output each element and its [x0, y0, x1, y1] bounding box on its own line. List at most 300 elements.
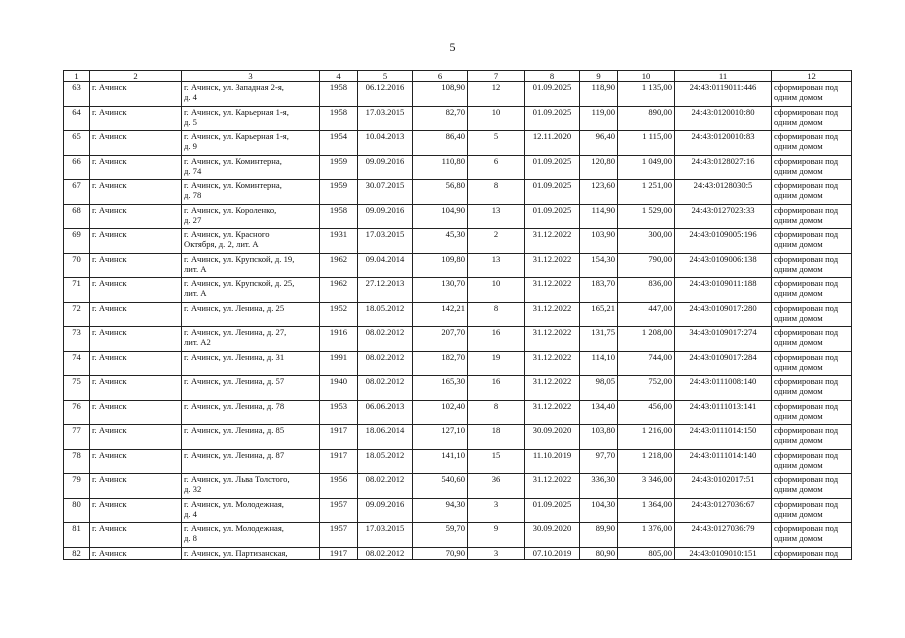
value-10-cell: 1 251,00 — [618, 180, 675, 205]
plan-date-cell: 12.11.2020 — [525, 131, 580, 156]
address-cell-line: д. 74 — [184, 165, 202, 176]
value-10-cell: 836,00 — [618, 278, 675, 303]
housing-registry-table — [63, 70, 852, 560]
status-cell — [772, 547, 852, 559]
status-cell-line: сформирован под — [774, 204, 839, 215]
value-10-cell: 1 218,00 — [618, 449, 675, 474]
address-cell-line: д. 4 — [184, 508, 197, 519]
column-header: 7 — [468, 71, 525, 82]
row-number-cell: 79 — [64, 474, 90, 499]
row-number-cell: 78 — [64, 449, 90, 474]
row-number-cell: 66 — [64, 155, 90, 180]
count-cell: 3 — [468, 498, 525, 523]
row-number-cell: 70 — [64, 253, 90, 278]
status-cell-line: сформирован под — [774, 302, 839, 313]
status-cell-line: сформирован под — [774, 229, 839, 239]
column-header: 4 — [320, 71, 358, 82]
cadastral-number-cell: 24:43:0109011:188 — [675, 278, 772, 303]
plan-date-cell: 31.12.2022 — [525, 474, 580, 499]
status-cell-line: сформирован под — [774, 82, 839, 92]
status-cell-line: сформирован под — [774, 474, 839, 484]
table-row — [64, 400, 852, 425]
table-row — [64, 327, 852, 352]
status-cell-line: одним домом — [774, 508, 823, 519]
status-cell-line: сформирован под — [774, 278, 839, 288]
area-cell: 109,80 — [413, 253, 468, 278]
table-row — [64, 106, 852, 131]
count-cell: 8 — [468, 180, 525, 205]
area-cell: 130,70 — [413, 278, 468, 303]
date-cell: 08.02.2012 — [358, 351, 413, 376]
status-cell — [772, 82, 852, 107]
value-9-cell: 103,80 — [580, 425, 618, 450]
value-9-cell: 154,30 — [580, 253, 618, 278]
address-cell — [182, 204, 320, 229]
city-cell: г. Ачинск — [90, 204, 182, 229]
value-10-cell: 1 135,00 — [618, 82, 675, 107]
year-cell: 1957 — [320, 498, 358, 523]
value-10-cell: 805,00 — [618, 547, 675, 559]
count-cell: 2 — [468, 229, 525, 254]
row-number-cell: 71 — [64, 278, 90, 303]
address-cell-line: г. Ачинск, ул. Ленина, д. 25 — [184, 302, 285, 313]
city-cell: г. Ачинск — [90, 180, 182, 205]
count-cell: 19 — [468, 351, 525, 376]
value-10-cell: 790,00 — [618, 253, 675, 278]
year-cell: 1958 — [320, 204, 358, 229]
count-cell: 10 — [468, 278, 525, 303]
row-number-cell: 73 — [64, 327, 90, 352]
plan-date-cell: 31.12.2022 — [525, 376, 580, 401]
cadastral-number-cell: 24:43:0111008:140 — [675, 376, 772, 401]
address-cell — [182, 547, 320, 559]
city-cell: г. Ачинск — [90, 376, 182, 401]
year-cell: 1959 — [320, 180, 358, 205]
value-10-cell: 456,00 — [618, 400, 675, 425]
address-cell-line: г. Ачинск, ул. Крупской, д. 19, — [184, 253, 295, 264]
cadastral-number-cell: 24:43:0109017:284 — [675, 351, 772, 376]
row-number-cell: 75 — [64, 376, 90, 401]
count-cell: 36 — [468, 474, 525, 499]
value-10-cell: 744,00 — [618, 351, 675, 376]
cadastral-number-cell: 24:43:0109005:196 — [675, 229, 772, 254]
cadastral-number-cell: 24:43:0120010:80 — [675, 106, 772, 131]
status-cell-line: одним домом — [774, 165, 823, 176]
plan-date-cell: 01.09.2025 — [525, 498, 580, 523]
date-cell: 08.02.2012 — [358, 376, 413, 401]
value-9-cell: 114,10 — [580, 351, 618, 376]
count-cell: 9 — [468, 523, 525, 548]
value-9-cell: 96,40 — [580, 131, 618, 156]
row-number-cell: 72 — [64, 302, 90, 327]
cadastral-number-cell: 34:43:0109017:274 — [675, 327, 772, 352]
date-cell: 17.03.2015 — [358, 106, 413, 131]
date-cell: 27.12.2013 — [358, 278, 413, 303]
plan-date-cell: 31.12.2022 — [525, 302, 580, 327]
cadastral-number-cell: 24:43:0109017:280 — [675, 302, 772, 327]
address-cell-line: д. 5 — [184, 116, 197, 127]
value-10-cell: 890,00 — [618, 106, 675, 131]
address-cell-line: г. Ачинск, ул. Красного — [184, 229, 270, 239]
status-cell — [772, 425, 852, 450]
area-cell: 108,90 — [413, 82, 468, 107]
status-cell-line: одним домом — [774, 459, 823, 470]
address-cell — [182, 106, 320, 131]
date-cell: 08.02.2012 — [358, 547, 413, 559]
value-10-cell: 1 364,00 — [618, 498, 675, 523]
table-row — [64, 474, 852, 499]
cadastral-number-cell: 24:43:0128027:16 — [675, 155, 772, 180]
status-cell-line: сформирован под — [774, 327, 839, 337]
count-cell: 16 — [468, 376, 525, 401]
date-cell: 06.12.2016 — [358, 82, 413, 107]
city-cell: г. Ачинск — [90, 351, 182, 376]
area-cell: 540,60 — [413, 474, 468, 499]
value-9-cell: 119,00 — [580, 106, 618, 131]
year-cell: 1953 — [320, 400, 358, 425]
address-cell — [182, 180, 320, 205]
date-cell: 09.09.2016 — [358, 204, 413, 229]
area-cell: 70,90 — [413, 547, 468, 559]
address-cell-line: г. Ачинск, ул. Ленина, д. 87 — [184, 449, 285, 460]
plan-date-cell: 31.12.2022 — [525, 327, 580, 352]
date-cell: 17.03.2015 — [358, 229, 413, 254]
area-cell: 45,30 — [413, 229, 468, 254]
area-cell: 59,70 — [413, 523, 468, 548]
address-cell — [182, 278, 320, 303]
status-cell — [772, 204, 852, 229]
status-cell — [772, 474, 852, 499]
address-cell-line: г. Ачинск, ул. Западная 2-я, — [184, 82, 284, 92]
table-row — [64, 351, 852, 376]
table-row — [64, 180, 852, 205]
row-number-cell: 63 — [64, 82, 90, 107]
address-cell-line: д. 9 — [184, 141, 197, 151]
table-row — [64, 302, 852, 327]
year-cell: 1931 — [320, 229, 358, 254]
address-cell — [182, 302, 320, 327]
address-cell — [182, 253, 320, 278]
area-cell: 82,70 — [413, 106, 468, 131]
status-cell — [772, 278, 852, 303]
plan-date-cell: 31.12.2022 — [525, 229, 580, 254]
cadastral-number-cell: 24:43:0109006:138 — [675, 253, 772, 278]
address-cell-line: г. Ачинск, ул. Короленко, — [184, 204, 277, 215]
value-10-cell: 1 115,00 — [618, 131, 675, 156]
value-10-cell: 1 049,00 — [618, 155, 675, 180]
city-cell: г. Ачинск — [90, 523, 182, 548]
table-row — [64, 253, 852, 278]
count-cell: 8 — [468, 400, 525, 425]
column-header: 2 — [90, 71, 182, 82]
status-cell-line: сформирован под — [774, 155, 839, 166]
count-cell: 5 — [468, 131, 525, 156]
status-cell-line: одним домом — [774, 410, 823, 421]
year-cell: 1940 — [320, 376, 358, 401]
count-cell: 16 — [468, 327, 525, 352]
area-cell: 56,80 — [413, 180, 468, 205]
year-cell: 1991 — [320, 351, 358, 376]
column-header: 1 — [64, 71, 90, 82]
address-cell-line: д. 78 — [184, 190, 202, 200]
address-cell-line: д. 4 — [184, 92, 197, 102]
table-row — [64, 547, 852, 559]
column-header: 3 — [182, 71, 320, 82]
city-cell: г. Ачинск — [90, 82, 182, 107]
table-row — [64, 449, 852, 474]
table-row — [64, 523, 852, 548]
count-cell: 3 — [468, 547, 525, 559]
count-cell: 15 — [468, 449, 525, 474]
address-cell-line: г. Ачинск, ул. Ленина, д. 57 — [184, 376, 285, 386]
date-cell: 06.06.2013 — [358, 400, 413, 425]
value-9-cell: 336,30 — [580, 474, 618, 499]
year-cell: 1962 — [320, 253, 358, 278]
value-9-cell: 123,60 — [580, 180, 618, 205]
status-cell-line: сформирован под — [774, 547, 839, 558]
status-cell — [772, 253, 852, 278]
address-cell — [182, 327, 320, 352]
city-cell: г. Ачинск — [90, 302, 182, 327]
address-cell — [182, 82, 320, 107]
status-cell-line: сформирован под — [774, 131, 839, 141]
address-cell-line: г. Ачинск, ул. Коминтерна, — [184, 180, 282, 190]
column-header: 11 — [675, 71, 772, 82]
cadastral-number-cell: 24:43:0119011:446 — [675, 82, 772, 107]
date-cell: 09.04.2014 — [358, 253, 413, 278]
page-number: 5 — [449, 40, 456, 54]
count-cell: 6 — [468, 155, 525, 180]
status-cell-line: одним домом — [774, 386, 823, 396]
status-cell-line: одним домом — [774, 484, 823, 494]
city-cell: г. Ачинск — [90, 474, 182, 499]
value-9-cell: 98,05 — [580, 376, 618, 401]
address-cell-line: г. Ачинск, ул. Ленина, д. 78 — [184, 400, 285, 411]
status-cell-line: одним домом — [774, 435, 823, 445]
value-10-cell: 3 346,00 — [618, 474, 675, 499]
status-cell-line: сформирован под — [774, 498, 839, 509]
value-9-cell: 97,70 — [580, 449, 618, 474]
value-9-cell: 131,75 — [580, 327, 618, 352]
row-number-cell: 74 — [64, 351, 90, 376]
status-cell — [772, 376, 852, 401]
cadastral-number-cell: 24:43:0128030:5 — [675, 180, 772, 205]
cadastral-number-cell: 24:43:0109010:151 — [675, 547, 772, 559]
value-9-cell: 104,30 — [580, 498, 618, 523]
row-number-cell: 77 — [64, 425, 90, 450]
value-10-cell: 752,00 — [618, 376, 675, 401]
count-cell: 8 — [468, 302, 525, 327]
address-cell — [182, 400, 320, 425]
table-row — [64, 82, 852, 107]
row-number-cell: 82 — [64, 547, 90, 559]
year-cell: 1954 — [320, 131, 358, 156]
status-cell-line: одним домом — [774, 190, 823, 200]
address-cell-line: г. Ачинск, ул. Молодежная, — [184, 523, 284, 533]
status-cell-line: сформирован под — [774, 180, 839, 190]
column-header: 12 — [772, 71, 852, 82]
status-cell-line: одним домом — [774, 214, 823, 225]
status-cell-line: одним домом — [774, 141, 823, 151]
count-cell: 10 — [468, 106, 525, 131]
year-cell: 1956 — [320, 474, 358, 499]
count-cell: 13 — [468, 204, 525, 229]
status-cell — [772, 351, 852, 376]
city-cell: г. Ачинск — [90, 425, 182, 450]
city-cell: г. Ачинск — [90, 106, 182, 131]
year-cell: 1917 — [320, 547, 358, 559]
address-cell-line: г. Ачинск, ул. Молодежная, — [184, 498, 284, 509]
column-header: 8 — [525, 71, 580, 82]
cadastral-number-cell: 24:43:0127036:79 — [675, 523, 772, 548]
address-cell — [182, 474, 320, 499]
year-cell: 1917 — [320, 449, 358, 474]
status-cell — [772, 180, 852, 205]
city-cell: г. Ачинск — [90, 131, 182, 156]
year-cell: 1957 — [320, 523, 358, 548]
city-cell: г. Ачинск — [90, 547, 182, 559]
date-cell: 30.07.2015 — [358, 180, 413, 205]
status-cell-line: сформирован под — [774, 351, 839, 362]
address-cell-line: г. Ачинск, ул. Коминтерна, — [184, 155, 282, 166]
city-cell: г. Ачинск — [90, 278, 182, 303]
year-cell: 1962 — [320, 278, 358, 303]
city-cell: г. Ачинск — [90, 327, 182, 352]
cadastral-number-cell: 24:43:0127023:33 — [675, 204, 772, 229]
address-cell — [182, 376, 320, 401]
status-cell-line: одним домом — [774, 263, 823, 274]
date-cell: 18.05.2012 — [358, 302, 413, 327]
city-cell: г. Ачинск — [90, 229, 182, 254]
cadastral-number-cell: 24:43:0102017:51 — [675, 474, 772, 499]
status-cell-line: одним домом — [774, 337, 823, 347]
plan-date-cell: 31.12.2022 — [525, 351, 580, 376]
status-cell — [772, 449, 852, 474]
year-cell: 1917 — [320, 425, 358, 450]
row-number-cell: 64 — [64, 106, 90, 131]
value-9-cell: 118,90 — [580, 82, 618, 107]
status-cell-line: сформирован под — [774, 400, 839, 411]
table-row — [64, 498, 852, 523]
address-cell — [182, 449, 320, 474]
address-cell-line: г. Ачинск, ул. Партизанская, — [184, 547, 288, 558]
status-cell — [772, 106, 852, 131]
address-cell-line: г. Ачинск, ул. Ленина, д. 31 — [184, 351, 285, 362]
count-cell: 12 — [468, 82, 525, 107]
value-9-cell: 80,90 — [580, 547, 618, 559]
year-cell: 1916 — [320, 327, 358, 352]
date-cell: 08.02.2012 — [358, 474, 413, 499]
address-cell-line: г. Ачинск, ул. Карьерная 1-я, — [184, 106, 289, 117]
area-cell: 102,40 — [413, 400, 468, 425]
cadastral-number-cell: 24:43:0120010:83 — [675, 131, 772, 156]
status-cell-line: сформирован под — [774, 449, 839, 460]
plan-date-cell: 01.09.2025 — [525, 82, 580, 107]
area-cell: 94,30 — [413, 498, 468, 523]
row-number-cell: 76 — [64, 400, 90, 425]
address-cell-line: г. Ачинск, ул. Льва Толстого, — [184, 474, 290, 484]
status-cell-line: одним домом — [774, 288, 823, 298]
status-cell-line: сформирован под — [774, 425, 839, 435]
area-cell: 182,70 — [413, 351, 468, 376]
column-header: 5 — [358, 71, 413, 82]
row-number-cell: 69 — [64, 229, 90, 254]
plan-date-cell: 31.12.2022 — [525, 253, 580, 278]
plan-date-cell: 01.09.2025 — [525, 204, 580, 229]
table-row — [64, 229, 852, 254]
cadastral-number-cell: 24:43:0127036:67 — [675, 498, 772, 523]
value-10-cell: 1 208,00 — [618, 327, 675, 352]
status-cell-line: сформирован под — [774, 376, 839, 386]
city-cell: г. Ачинск — [90, 449, 182, 474]
table-row — [64, 278, 852, 303]
date-cell: 10.04.2013 — [358, 131, 413, 156]
date-cell: 17.03.2015 — [358, 523, 413, 548]
status-cell-line: сформирован под — [774, 523, 839, 533]
address-cell — [182, 229, 320, 254]
row-number-cell: 67 — [64, 180, 90, 205]
status-cell-line: одним домом — [774, 533, 823, 543]
address-cell-line: лит. А — [184, 288, 207, 298]
column-header: 10 — [618, 71, 675, 82]
date-cell: 18.05.2012 — [358, 449, 413, 474]
status-cell-line: сформирован под — [774, 253, 839, 264]
table-row — [64, 155, 852, 180]
plan-date-cell: 30.09.2020 — [525, 425, 580, 450]
value-9-cell: 165,21 — [580, 302, 618, 327]
area-cell: 110,80 — [413, 155, 468, 180]
status-cell — [772, 498, 852, 523]
value-9-cell: 114,90 — [580, 204, 618, 229]
cadastral-number-cell: 24:43:0111014:140 — [675, 449, 772, 474]
plan-date-cell: 01.09.2025 — [525, 180, 580, 205]
address-cell — [182, 498, 320, 523]
address-cell-line: лит. А2 — [184, 337, 211, 347]
plan-date-cell: 31.12.2022 — [525, 278, 580, 303]
value-10-cell: 1 529,00 — [618, 204, 675, 229]
table-row — [64, 204, 852, 229]
table-row — [64, 131, 852, 156]
area-cell: 141,10 — [413, 449, 468, 474]
cadastral-number-cell: 24:43:0111013:141 — [675, 400, 772, 425]
plan-date-cell: 31.12.2022 — [525, 400, 580, 425]
status-cell — [772, 155, 852, 180]
status-cell-line: одним домом — [774, 92, 823, 102]
address-cell-line: г. Ачинск, ул. Ленина, д. 85 — [184, 425, 285, 435]
date-cell: 18.06.2014 — [358, 425, 413, 450]
address-cell-line: г. Ачинск, ул. Крупской, д. 25, — [184, 278, 295, 288]
year-cell: 1958 — [320, 106, 358, 131]
city-cell: г. Ачинск — [90, 400, 182, 425]
status-cell-line: одним домом — [774, 239, 823, 249]
value-9-cell: 183,70 — [580, 278, 618, 303]
address-cell-line: д. 8 — [184, 533, 197, 543]
table-body — [64, 82, 852, 560]
area-cell: 207,70 — [413, 327, 468, 352]
row-number-cell: 81 — [64, 523, 90, 548]
address-cell-line: г. Ачинск, ул. Ленина, д. 27, — [184, 327, 287, 337]
value-9-cell: 120,80 — [580, 155, 618, 180]
address-cell-line: д. 32 — [184, 484, 202, 494]
status-cell — [772, 302, 852, 327]
value-9-cell: 89,90 — [580, 523, 618, 548]
status-cell-line: сформирован под — [774, 106, 839, 117]
plan-date-cell: 01.09.2025 — [525, 106, 580, 131]
table-row — [64, 376, 852, 401]
column-header: 6 — [413, 71, 468, 82]
count-cell: 13 — [468, 253, 525, 278]
address-cell — [182, 351, 320, 376]
